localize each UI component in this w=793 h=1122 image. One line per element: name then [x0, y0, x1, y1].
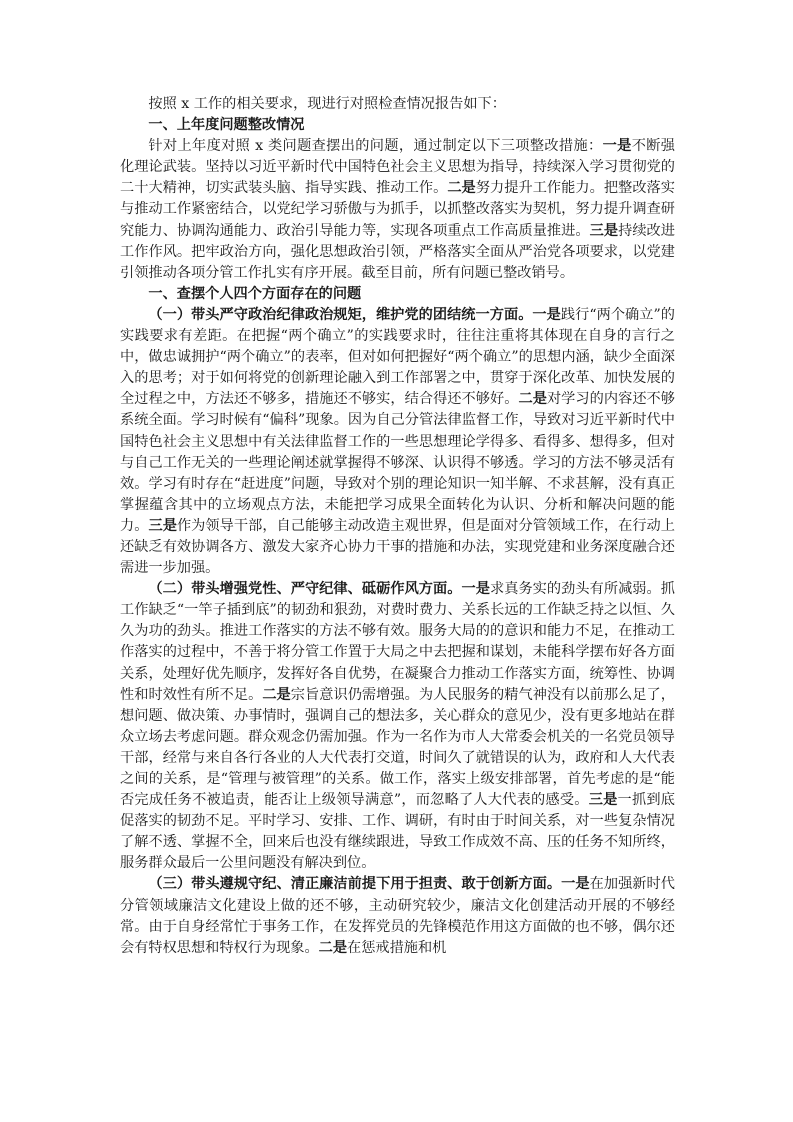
sub3-text-2: 在惩戒措施和机: [347, 939, 447, 956]
sub2-keyword-first: 一是: [461, 581, 490, 598]
document-page: [120, 94, 675, 959]
section1-text-2: 努力提升工作能力。把整改落实与推动工作紧密结合，以党纪学习骄傲与为抓手，以抓整改落实为契机，努力提升调查研究能力、协调沟通能力、政治引导能力等，实现各项重点工作高质量推进。: [120, 180, 675, 239]
subsection2-paragraph: [120, 579, 675, 874]
subsection1-paragraph: [120, 305, 675, 579]
section1-text-1: 不断强化理论武装。坚持以习近平新时代中国特色社会主义思想为指导，持续深入学习贯彻党的二十大精神，切实武装头脑、指导实践、推动工作。: [120, 138, 675, 197]
sub1-keyword-second: 二是: [518, 391, 547, 408]
keyword-first: 一是: [602, 138, 632, 155]
sub1-keyword-third: 三是: [148, 517, 177, 534]
sub1-text-1: 践行“两个确立”的实践要求有差距。在把握“两个确立”的实践要求时，往往注重将其体现在自身的言行之中，做忠诚拥护“两个确立”的表率，但对如何把握好“两个确立”的思想内涵，缺少全面深入的思考；对于如何将党的创新理论融入到工作部署之中，贯穿于深化改革、加快发展的全过程之中，方法还不够多，措施还不够实，结合得还不够好。: [120, 306, 675, 408]
sub2-text-3: 一抓到底促落实的韧劲不足。平时学习、安排、工作、调研，有时由于时间关系，对一些复杂情况了解不透、掌握不全，回来后也没有继续跟进，导致工作成效不高、压的任务不知所终，服务群众最后一公里问题没有解决到位。: [120, 792, 675, 872]
subsection3-title: （三）带头遵规守纪、清正廉洁前提下用于担责、敢于创新方面。: [148, 876, 562, 893]
subsection1-title: （一）带头严守政治纪律政治规矩，维护党的团结统一方面。: [148, 306, 533, 323]
sub1-text-3: 作为领导干部，自己能够主动改造主观世界，但是面对分管领域工作，在行动上还缺乏有效协调各方、激发大家齐心协力干事的措施和办法，实现党建和业务深度融合还需进一步加强。: [120, 517, 675, 577]
intro-paragraph: 按照 x 工作的相关要求，现进行对照检查情况报告如下：: [148, 96, 506, 112]
section1-paragraph: [120, 136, 675, 284]
section1-text-3: 持续改进工作作风。把牢政治方向，强化思想政治引领，严格落实全面从严治党各项要求，以党建引领推动各项分管工作扎实有序开展。截至目前，所有问题已整改销号。: [120, 222, 675, 281]
sub3-keyword-second: 二是: [318, 939, 348, 956]
sub3-keyword-first: 一是: [561, 876, 590, 893]
sub3-text-1: 在加强新时代分管领域廉洁文化建设上做的还不够，主动研究较少，廉洁文化创建活动开展的不够经常。由于自身经常忙于事务工作，在发挥党员的先锋模范作用这方面做的也不够，偶尔还会有特权思想和特权行为现象。: [120, 876, 675, 956]
sub1-keyword-first: 一是: [532, 306, 561, 323]
sub2-keyword-third: 三是: [588, 792, 618, 809]
sub2-text-2: 宗旨意识仍需增强。为人民服务的精气神没有以前那么足了，想问题、做决策、办事情时，强调自己的想法多，关心群众的意见少，没有更多地站在群众立场去考虑问题。群众观念仍需加强。作为一名作为市人大常委会机关的一名党员领导干部，经常与来自各行各业的人大代表打交道，时间久了就错误的认为，政府和人大代表之间的关系，是“管理与被管理”的关系。做工作，落实上级安排部署，首先考虑的是“能否完成任务不被追责，能否让上级领导满意”，而忽略了人大代表的感受。: [120, 686, 675, 809]
sub2-text-1: 求真务实的劲头有所减弱。抓工作缺乏“一竿子插到底”的韧劲和狠劲，对费时费力、关系长远的工作缺乏持之以恒、久久为功的劲头。推进工作落实的方法不够有效。服务大局的的意识和能力不足，在推动工作落实的过程中，不善于将分管工作置于大局之中去把握和谋划，未能科学摆布好各方面关系，处理好优先顺序，发挥好各自优势，在凝聚合力推动工作落实方面，统筹性、协调性和时效性有所不足。: [120, 581, 675, 703]
sub1-text-2: 对学习的内容还不够系统全面。学习时候有“偏科”现象。因为自己分管法律监督工作，导致对习近平新时代中国特色社会主义思想中有关法律监督工作的一些思想理论学得多、看得多、想得多，但对与自己工作无关的一些理论阐述就掌握得不够深、认识得不够透。学习的方法不够灵活有效。学习有时存在“赶进度”问题，导致对个别的理论知识一知半解、不求甚解，没有真正掌握蕴含其中的立场观点方法，未能把学习成果全面转化为认识、分析和解决问题的能力。: [120, 391, 675, 534]
section1-heading: 一、上年度问题整改情况: [148, 117, 305, 134]
keyword-third: 三是: [589, 222, 619, 239]
keyword-second: 二是: [447, 180, 476, 197]
subsection2-title: （二）带头增强党性、严守纪律、砥砺作风方面。: [148, 581, 462, 598]
sub2-keyword-second: 二是: [262, 686, 291, 703]
section2-heading: 一、查摆个人四个方面存在的问题: [148, 285, 362, 302]
section1-lead: 针对上年度对照 x 类问题查摆出的问题，通过制定以下三项整改措施：: [148, 138, 603, 155]
subsection3-paragraph: [120, 874, 675, 958]
